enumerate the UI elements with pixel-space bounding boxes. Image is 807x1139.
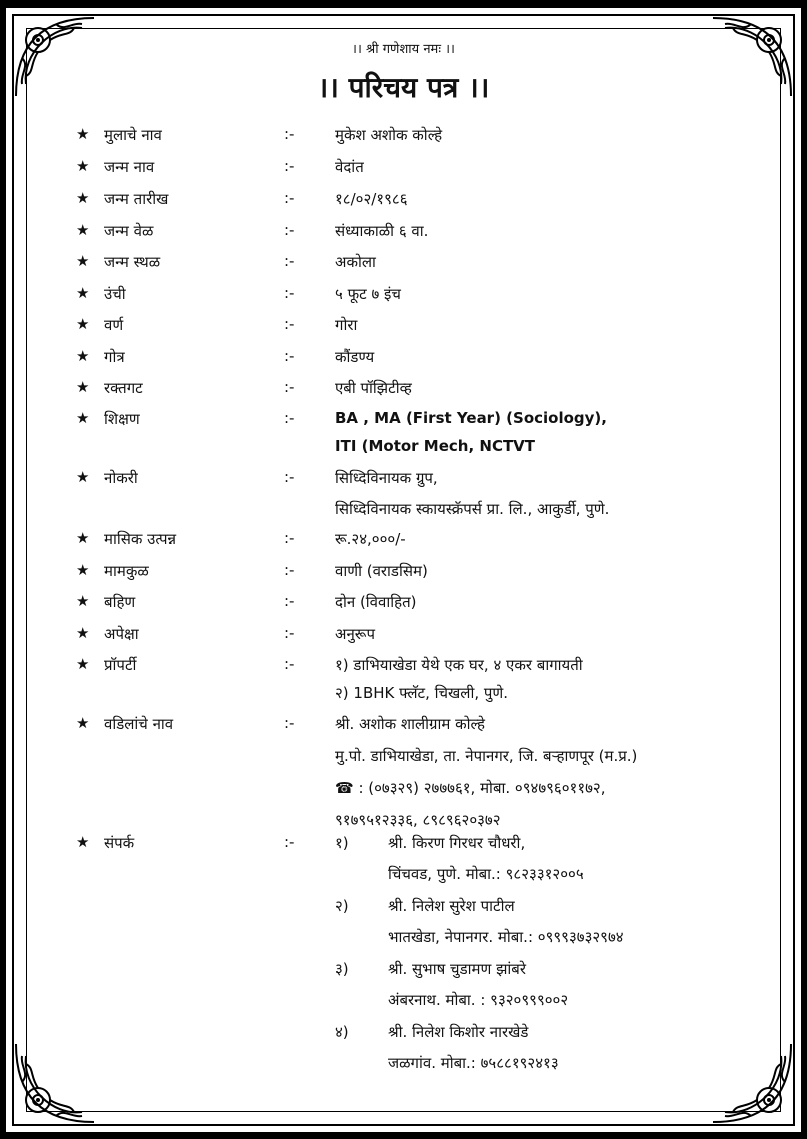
detail-value: ITI (Motor Mech, NCTVT: [335, 437, 536, 455]
detail-value: ☎ : (०७३२९) २७७७६१, मोबा. ०९४७९६०११७२,: [335, 779, 606, 797]
detail-separator: :-: [284, 655, 295, 673]
contact-name: श्री. निलेश सुरेश पाटील: [388, 897, 515, 915]
detail-label: जन्म तारीख: [104, 190, 169, 208]
detail-separator: :-: [284, 833, 295, 851]
star-bullet-icon: ★: [76, 655, 90, 673]
detail-separator: :-: [284, 592, 295, 610]
star-bullet-icon: ★: [76, 529, 90, 547]
detail-separator: :-: [284, 468, 295, 486]
star-bullet-icon: ★: [76, 315, 90, 333]
contact-detail: जळगांव. मोबा.: ७५८८१९२४१३: [388, 1054, 559, 1072]
contact-number: ४): [335, 1023, 349, 1041]
detail-separator: :-: [284, 189, 295, 207]
detail-label: मासिक उत्पन्न: [104, 530, 177, 548]
contact-detail: चिंचवड, पुणे. मोबा.: ९८२३३१२००५: [388, 865, 584, 883]
star-bullet-icon: ★: [76, 221, 90, 239]
contact-label: संपर्क: [104, 834, 135, 852]
star-bullet-icon: ★: [76, 409, 90, 427]
star-bullet-icon: ★: [76, 833, 90, 851]
detail-label: मामकुळ: [104, 562, 149, 580]
detail-separator: :-: [284, 714, 295, 732]
detail-value: १८/०२/१९८६: [335, 190, 408, 208]
detail-separator: :-: [284, 157, 295, 175]
detail-value: मुकेश अशोक कोल्हे: [335, 126, 443, 144]
star-bullet-icon: ★: [76, 252, 90, 270]
contact-number: १): [335, 834, 349, 852]
detail-separator: :-: [284, 378, 295, 396]
detail-separator: :-: [284, 221, 295, 239]
contact-number: २): [335, 897, 349, 915]
star-bullet-icon: ★: [76, 624, 90, 642]
star-bullet-icon: ★: [76, 561, 90, 579]
star-bullet-icon: ★: [76, 189, 90, 207]
detail-label: गोत्र: [104, 348, 125, 366]
star-bullet-icon: ★: [76, 592, 90, 610]
star-bullet-icon: ★: [76, 157, 90, 175]
detail-separator: :-: [284, 284, 295, 302]
contact-number: ३): [335, 960, 349, 978]
detail-separator: :-: [284, 529, 295, 547]
contact-name: श्री. निलेश किशोर नारखेडे: [388, 1023, 529, 1041]
detail-value: संध्याकाळी ६ वा.: [335, 222, 429, 240]
star-bullet-icon: ★: [76, 284, 90, 302]
detail-value: २) 1BHK फ्लॅट, चिखली, पुणे.: [335, 684, 509, 702]
contact-name: श्री. किरण गिरधर चौधरी,: [388, 834, 526, 852]
detail-value: श्री. अशोक शालीग्राम कोल्हे: [335, 715, 485, 733]
detail-value: १) डाभियाखेडा येथे एक घर, ४ एकर बागायती: [335, 656, 583, 674]
corner-ornament-icon: [12, 1040, 98, 1126]
detail-separator: :-: [284, 252, 295, 270]
detail-separator: :-: [284, 125, 295, 143]
detail-label: प्रॉपर्टी: [104, 656, 137, 674]
detail-separator: :-: [284, 315, 295, 333]
detail-value: गोरा: [335, 316, 358, 334]
detail-label: शिक्षण: [104, 410, 140, 428]
detail-separator: :-: [284, 624, 295, 642]
detail-value: अकोला: [335, 253, 376, 271]
detail-label: अपेक्षा: [104, 625, 139, 643]
detail-separator: :-: [284, 347, 295, 365]
detail-label: जन्म वेळ: [104, 222, 154, 240]
corner-ornament-icon: [709, 1040, 795, 1126]
detail-value: एबी पॉझिटीव्ह: [335, 379, 412, 397]
star-bullet-icon: ★: [76, 347, 90, 365]
detail-value: वाणी (वराडसिम): [335, 562, 428, 580]
detail-label: वर्ण: [104, 316, 124, 334]
detail-label: उंची: [104, 285, 126, 303]
contact-detail: अंबरनाथ. मोबा. : ९३२०९९९००२: [388, 991, 569, 1009]
page-title: ।। परिचय पत्र ।।: [317, 71, 490, 104]
detail-label: बहिण: [104, 593, 136, 611]
star-bullet-icon: ★: [76, 468, 90, 486]
star-bullet-icon: ★: [76, 378, 90, 396]
detail-value: कौंडण्य: [335, 348, 375, 366]
detail-label: वडिलांचे नाव: [104, 715, 174, 733]
detail-value: वेदांत: [335, 158, 364, 176]
biodata-page: [6, 8, 801, 1132]
detail-separator: :-: [284, 561, 295, 579]
detail-label: रक्तगट: [104, 379, 143, 397]
detail-value: ९१७९५१२३३६, ८९८९६२०३७२: [335, 811, 501, 829]
detail-value: सिध्दिविनायक ग्रुप,: [335, 469, 438, 487]
detail-value: ५ फूट ७ इंच: [335, 285, 401, 303]
detail-value: अनुरूप: [335, 625, 375, 643]
detail-value: रू.२४,०००/-: [335, 530, 406, 548]
detail-label: जन्म स्थळ: [104, 253, 161, 271]
contact-name: श्री. सुभाष चुडामण झांबरे: [388, 960, 526, 978]
detail-label: नोकरी: [104, 469, 138, 487]
detail-value: दोन (विवाहित): [335, 593, 417, 611]
detail-separator: :-: [284, 409, 295, 427]
detail-label: जन्म नाव: [104, 158, 155, 176]
star-bullet-icon: ★: [76, 714, 90, 732]
detail-value: सिध्दिविनायक स्कायस्क्रॅपर्स प्रा. लि., आकुर्डी, पुणे.: [335, 500, 610, 518]
contact-detail: भातखेडा, नेपानगर. मोबा.: ०९९९३७३२९७४: [388, 928, 624, 946]
star-bullet-icon: ★: [76, 125, 90, 143]
detail-value: BA , MA (First Year) (Sociology),: [335, 409, 607, 427]
detail-label: मुलाचे नाव: [104, 126, 162, 144]
detail-value: मु.पो. डाभियाखेडा, ता. नेपानगर, जि. बऱ्हाणपूर (म.प्र.): [335, 747, 638, 765]
invocation-text: ।। श्री गणेशाय नमः ।।: [352, 42, 455, 57]
